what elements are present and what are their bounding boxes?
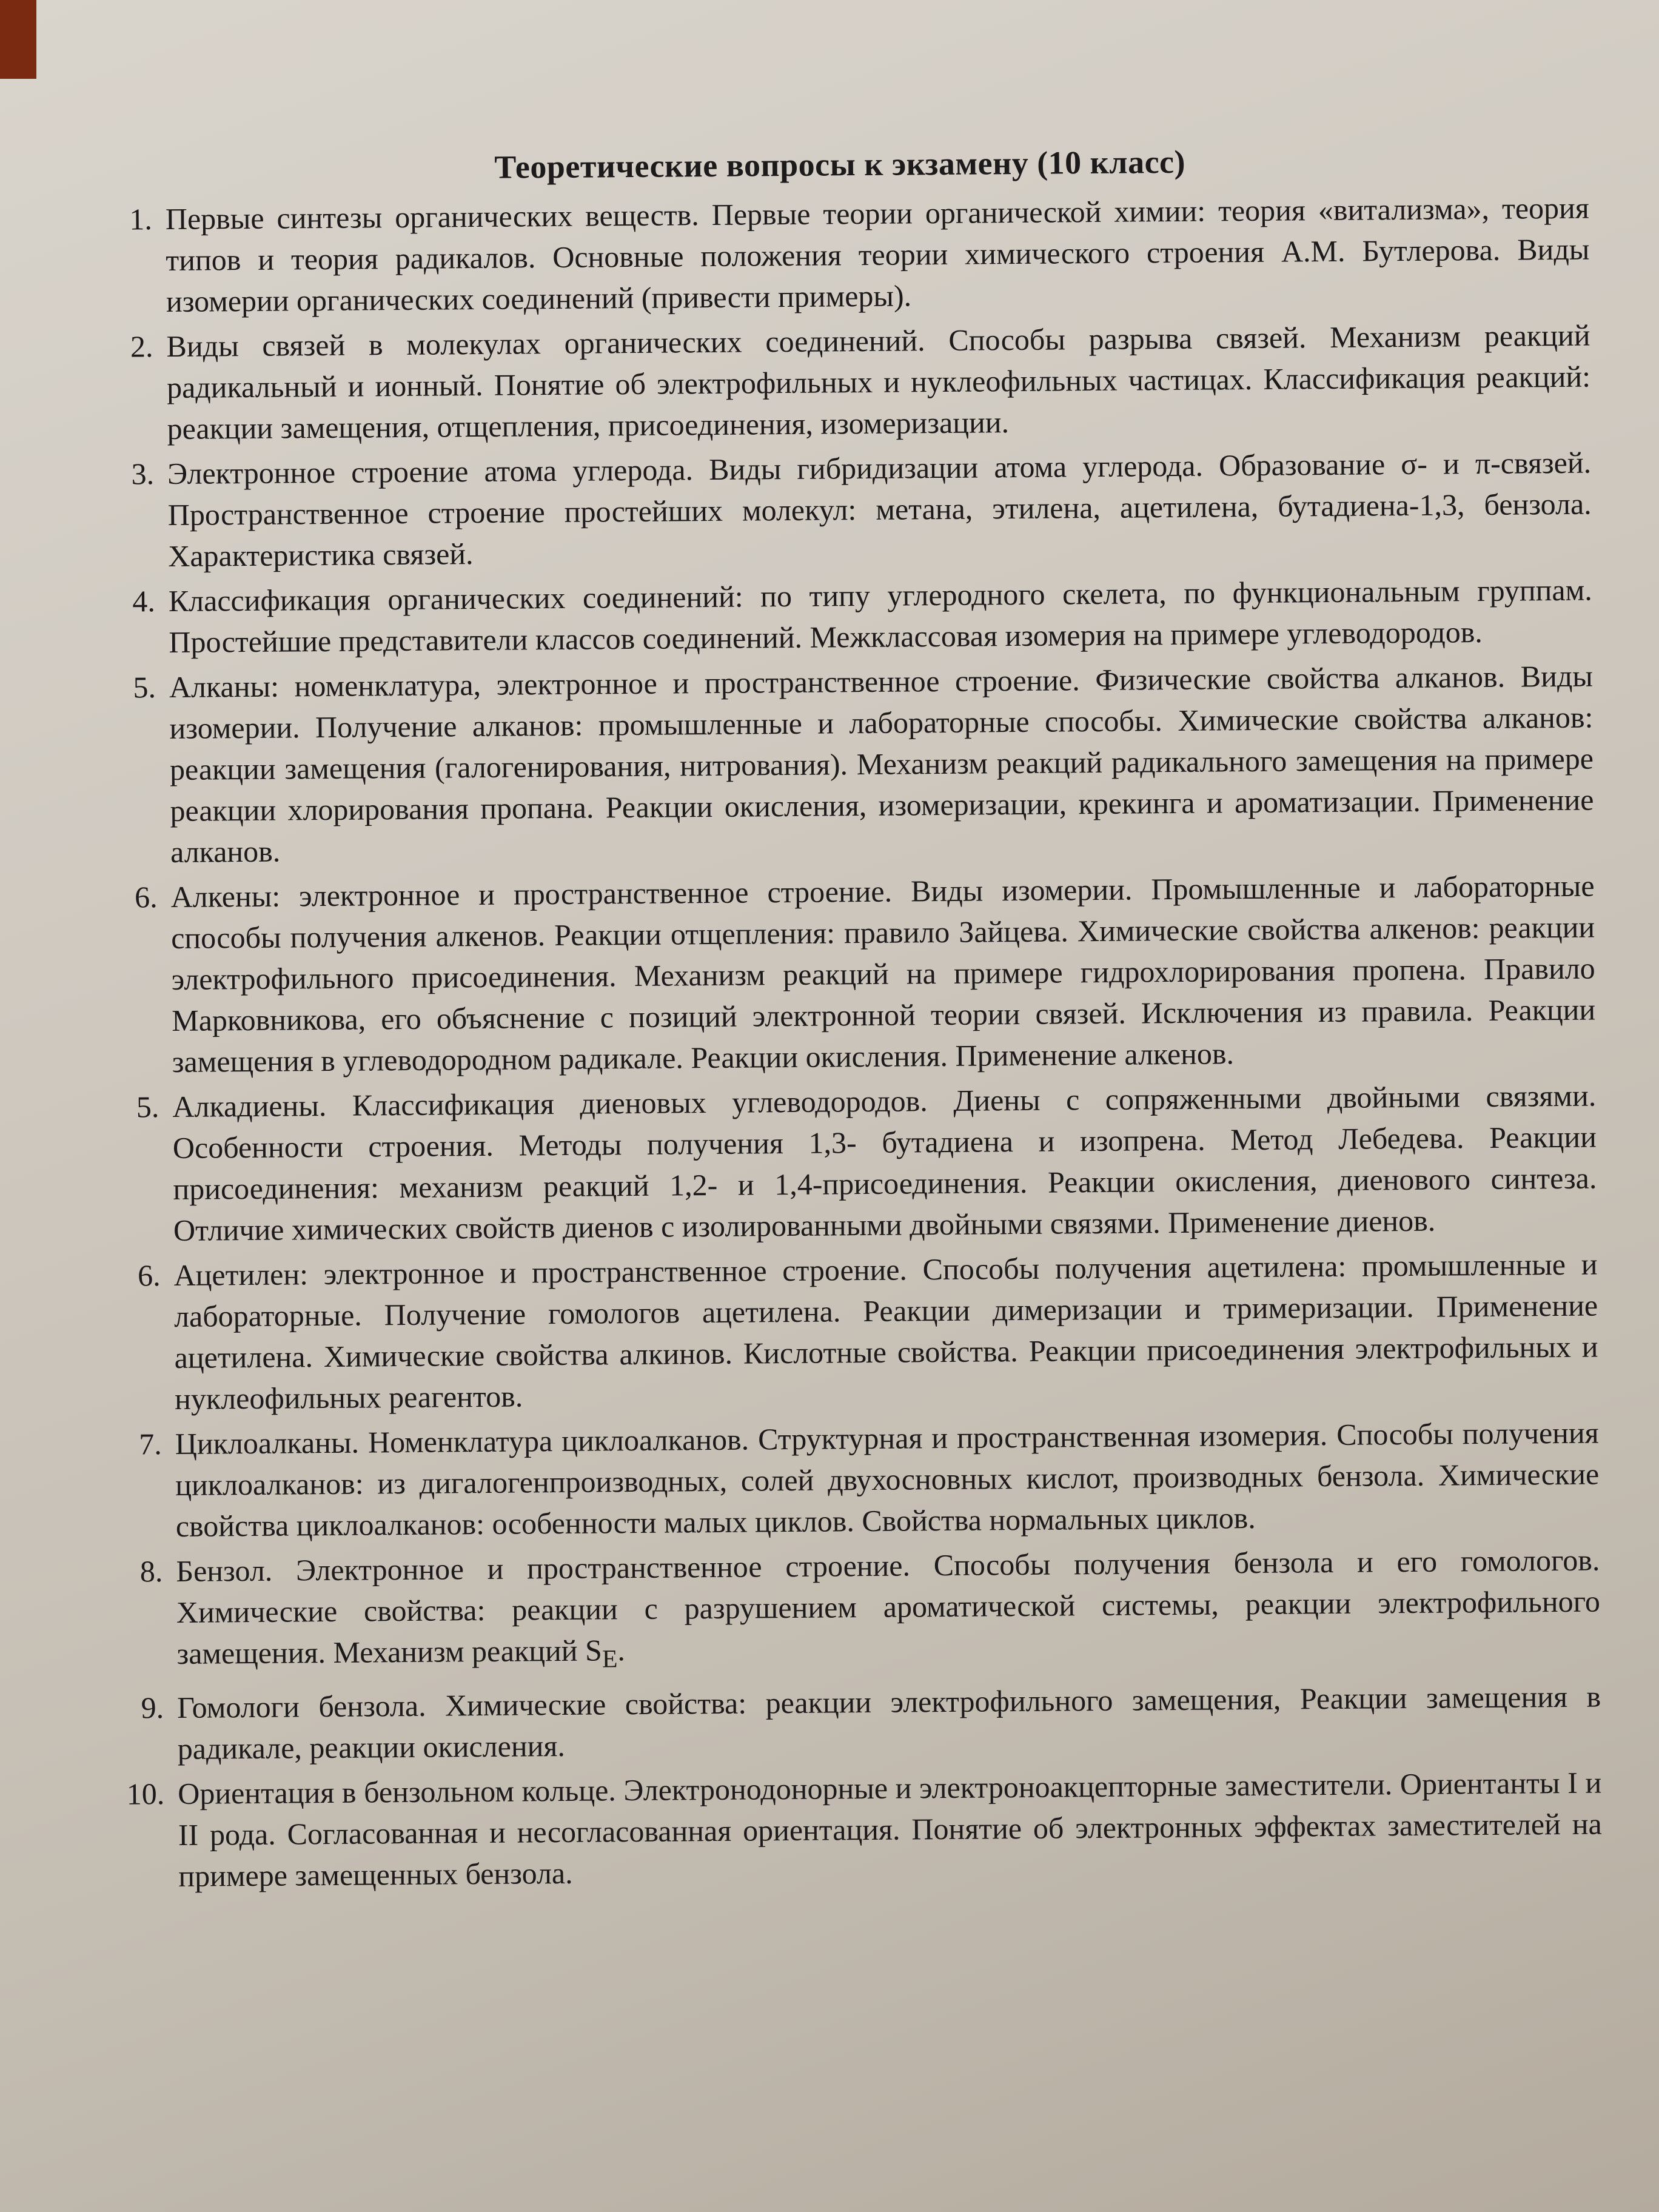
item-number: 2. bbox=[130, 329, 153, 364]
item-number: 6. bbox=[137, 1258, 161, 1293]
item-text: Первые синтезы органических веществ. Первые теории органической химии: теория «витализма», теория типов и теория радикалов. Основные положения теории химического строения А.М. Бутлерова. Виды изомерии органических соединений (привести примеры). bbox=[165, 190, 1590, 319]
list-item bbox=[101, 1412, 1600, 1547]
list-item bbox=[95, 655, 1595, 873]
list-item bbox=[92, 187, 1590, 323]
item-text: Циклоалканы. Номенклатура циклоалканов. Структурная и пространственная изомерия. Способы получения циклоалканов: из дигалогенпроизводных, солей двухосновных кислот, производных бензола. Химические свойства циклоалканов: особенности малых циклов. Свойства нормальных циклов. bbox=[175, 1415, 1600, 1543]
list-item bbox=[95, 569, 1593, 663]
question-list bbox=[92, 187, 1603, 1897]
subscript: E bbox=[602, 1645, 618, 1674]
item-number: 5. bbox=[133, 670, 156, 705]
item-number: 8. bbox=[139, 1554, 163, 1589]
item-number: 7. bbox=[139, 1427, 162, 1461]
item-number: 4. bbox=[132, 584, 156, 618]
list-item bbox=[93, 442, 1592, 577]
item-text: Электронное строение атома углерода. Виды гибридизации атома углерода. Образование σ- и π-связей. Пространственное строение простейших молекул: метана, этилена, ацетилена, бутадиена-1,3, бензола. Характеристика связей. bbox=[167, 445, 1592, 574]
item-text: Виды связей в молекулах органических соединений. Способы разрыва связей. Механизм реакций радикальный и ионный. Понятие об электрофильных и нуклеофильных частицах. Классификация реакций: реакции замещения, отщепления, присоединения, изомеризации. bbox=[166, 318, 1591, 446]
item-text: Классификация органических соединений: по типу углеродного скелета, по функциональным группам. Простейшие представители классов соединений. Межклассовая изомерия на примере углеводородов. bbox=[168, 572, 1592, 660]
item-text: Алкены: электронное и пространственное строение. Виды изомерии. Промышленные и лабораторные способы получения алкенов. Реакции отщепления: правило Зайцева. Химические свойства алкенов: реакции электрофильного присоединения. Механизм реакций на примере гидрохлорирования пропена. Правило Марковникова, его объяснение с позиций электронной теории связей. Исключения из правила. Реакции замещения в углеводородном радикале. Реакции окисления. Применение алкенов. bbox=[170, 868, 1596, 1079]
item-text: Алкадиены. Классификация диеновых углеводородов. Диены с сопряженными двойными связями. Особенности строения. Методы получения 1,3- бутадиена и изопрена. Метод Лебедева. Реакции присоединения: механизм реакций 1,2- и 1,4-присоединения. Реакции окисления, диенового синтеза. Отличие химических свойств диенов с изолированными двойными связями. Применение диенов. bbox=[172, 1078, 1597, 1247]
item-number: 10. bbox=[126, 1777, 165, 1811]
document-body bbox=[91, 140, 1603, 1901]
list-item bbox=[96, 865, 1596, 1083]
item-text: Гомологи бензола. Химические свойства: реакции электрофильного замещения, Реакции замещения в радикале, реакции окисления. bbox=[176, 1679, 1601, 1766]
item-number: 6. bbox=[134, 880, 158, 914]
item-text: Алканы: номенклатура, электронное и пространственное строение. Физические свойства алканов. Виды изомерии. Получение алканов: промышленные и лабораторные способы. Химические свойства алканов: реакции замещения (галогенирования, нитрования). Механизм реакций радикального замещения на примере реакции хлорирования пропана. Реакции окисления, изомеризации, крекинга и ароматизации. Применение алканов. bbox=[169, 659, 1594, 870]
list-item bbox=[98, 1075, 1597, 1252]
list-item bbox=[92, 315, 1591, 450]
item-number: 1. bbox=[129, 202, 153, 236]
item-text: Ацетилен: электронное и пространственное строение. Способы получения ацетилена: промышленные и лабораторные. Получение гомологов ацетилена. Реакции димеризации и тримеризации. Применение ацетилена. Химические свойства алкинов. Кислотные свойства. Реакции присоединения электрофильных и нуклеофильных реагентов. bbox=[173, 1247, 1598, 1416]
list-item bbox=[103, 1676, 1601, 1770]
item-number: 3. bbox=[131, 457, 155, 491]
page-title: Теоретические вопросы к экзамену (10 класс) bbox=[494, 143, 1186, 186]
item-text-wrap bbox=[176, 1540, 1601, 1683]
list-item bbox=[99, 1244, 1598, 1420]
item-text: Ориентация в бензольном кольце. Электронодонорные и электроноакцепторные заместители. Ориентанты I и II рода. Согласованная и несогласованная ориентация. Понятие об электронных эффектах заместителей на примере замещенных бензола. bbox=[178, 1765, 1602, 1893]
list-item bbox=[102, 1540, 1601, 1684]
list-item bbox=[104, 1762, 1603, 1897]
background-corner bbox=[0, 0, 36, 79]
item-number: 5. bbox=[136, 1090, 159, 1124]
item-number: 9. bbox=[141, 1691, 164, 1725]
item-text-tail: . bbox=[617, 1633, 626, 1667]
item-text: Бензол. Электронное и пространственное строение. Способы получения бензола и его гомологов. Химические свойства: реакции с разрушением ароматической системы, реакции электрофильного замещения. Механизм реакций S bbox=[176, 1543, 1601, 1671]
